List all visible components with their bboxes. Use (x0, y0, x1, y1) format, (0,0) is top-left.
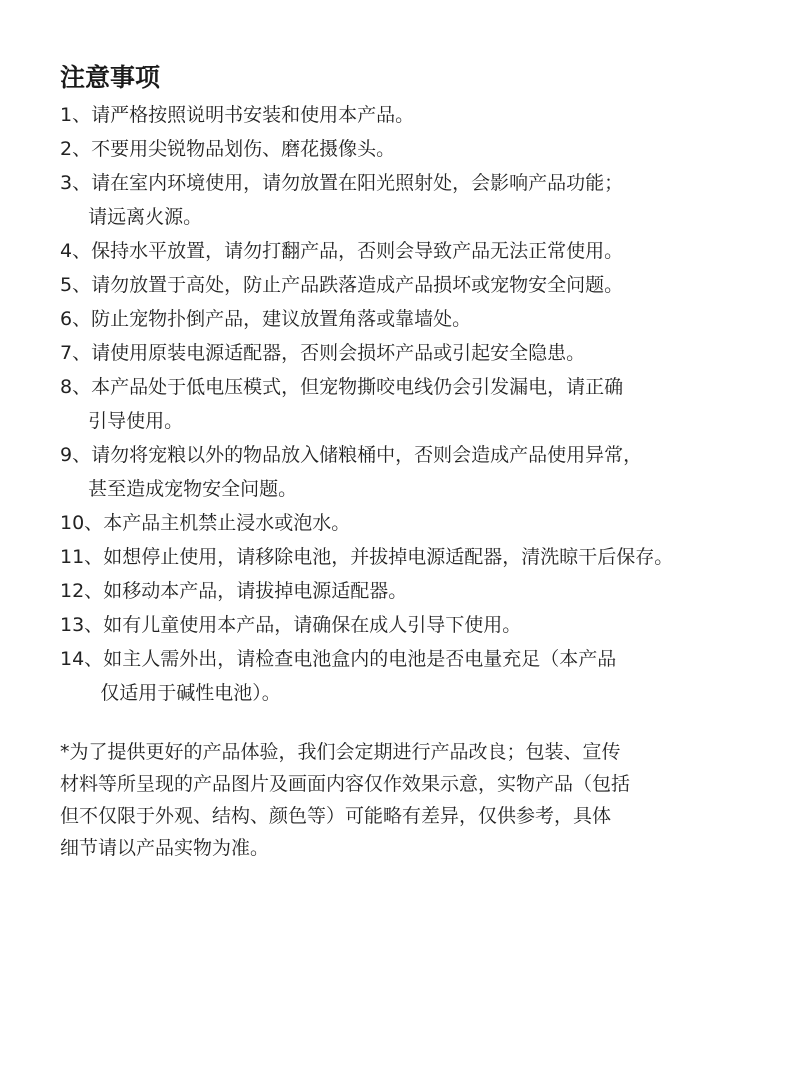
note-number: 3、 (60, 172, 92, 194)
list-item (60, 642, 790, 710)
list-item (60, 98, 790, 132)
list-item (60, 268, 790, 302)
note-text: 不要用尖锐物品划伤、磨花摄像头。 (91, 138, 396, 160)
note-number: 11、 (60, 546, 104, 568)
note-text: 如有儿童使用本产品，请确保在成人引导下使用。 (103, 614, 522, 636)
note-number: 14、 (60, 648, 104, 670)
disclaimer-line: *为了提供更好的产品体验，我们会定期进行产品改良；包装、宣传 (60, 741, 621, 763)
note-text-continued: 请远离火源。 (88, 206, 203, 228)
disclaimer-line: 细节请以产品实物为准。 (60, 837, 270, 859)
note-number: 12、 (60, 580, 104, 602)
note-text: 如想停止使用，请移除电池，并拔掉电源适配器，清洗晾干后保存。 (103, 546, 674, 568)
page-title: 注意事项 (60, 63, 161, 92)
disclaimer-line: 但不仅限于外观、结构、颜色等）可能略有差异，仅供参考，具体 (60, 805, 612, 827)
note-number: 6、 (60, 308, 92, 330)
note-number: 4、 (60, 240, 92, 262)
note-text: 如移动本产品，请拔掉电源适配器。 (103, 580, 408, 602)
note-lines (88, 438, 643, 506)
note-text: 请严格按照说明书安装和使用本产品。 (91, 104, 415, 126)
note-text: 请勿放置于高处，防止产品跌落造成产品损坏或宠物安全问题。 (91, 274, 624, 296)
note-lines (88, 370, 624, 438)
note-text-continued: 甚至造成宠物安全问题。 (88, 478, 298, 500)
note-number: 7、 (60, 342, 92, 364)
list-item (60, 336, 790, 370)
note-text-continued: 仅适用于碱性电池）。 (100, 682, 281, 704)
note-lines (88, 166, 624, 234)
note-text: 请使用原装电源适配器，否则会损坏产品或引起安全隐患。 (91, 342, 586, 364)
disclaimer-line: 材料等所呈现的产品图片及画面内容仅作效果示意，实物产品（包括 (60, 773, 631, 795)
note-number: 5、 (60, 274, 92, 296)
note-text: 本产品处于低电压模式，但宠物撕咬电线仍会引发漏电，请正确 (91, 376, 624, 398)
note-text: 请勿将宠粮以外的物品放入储粮桶中，否则会造成产品使用异常， (91, 444, 643, 466)
note-text: 请在室内环境使用，请勿放置在阳光照射处，会影响产品功能； (91, 172, 624, 194)
list-item (60, 234, 790, 268)
note-number: 13、 (60, 614, 104, 636)
note-text: 保持水平放置，请勿打翻产品，否则会导致产品无法正常使用。 (91, 240, 624, 262)
note-number: 2、 (60, 138, 92, 160)
note-lines (100, 642, 617, 710)
note-number: 8、 (60, 376, 92, 398)
note-text: 防止宠物扑倒产品，建议放置角落或靠墙处。 (91, 308, 472, 330)
note-number: 10、 (60, 512, 104, 534)
list-item (60, 370, 790, 438)
note-text: 如主人需外出，请检查电池盒内的电池是否电量充足（本产品 (103, 648, 617, 670)
note-text: 本产品主机禁止浸水或泡水。 (103, 512, 351, 534)
list-item (60, 132, 790, 166)
list-item (60, 574, 790, 608)
list-item (60, 608, 790, 642)
list-item (60, 506, 790, 540)
note-text-continued: 引导使用。 (88, 410, 184, 432)
notes-list (60, 98, 790, 710)
list-item (60, 302, 790, 336)
note-number: 9、 (60, 444, 92, 466)
note-number: 1、 (60, 104, 92, 126)
list-item (60, 438, 790, 506)
list-item (60, 166, 790, 234)
disclaimer (60, 736, 790, 864)
list-item (60, 540, 790, 574)
